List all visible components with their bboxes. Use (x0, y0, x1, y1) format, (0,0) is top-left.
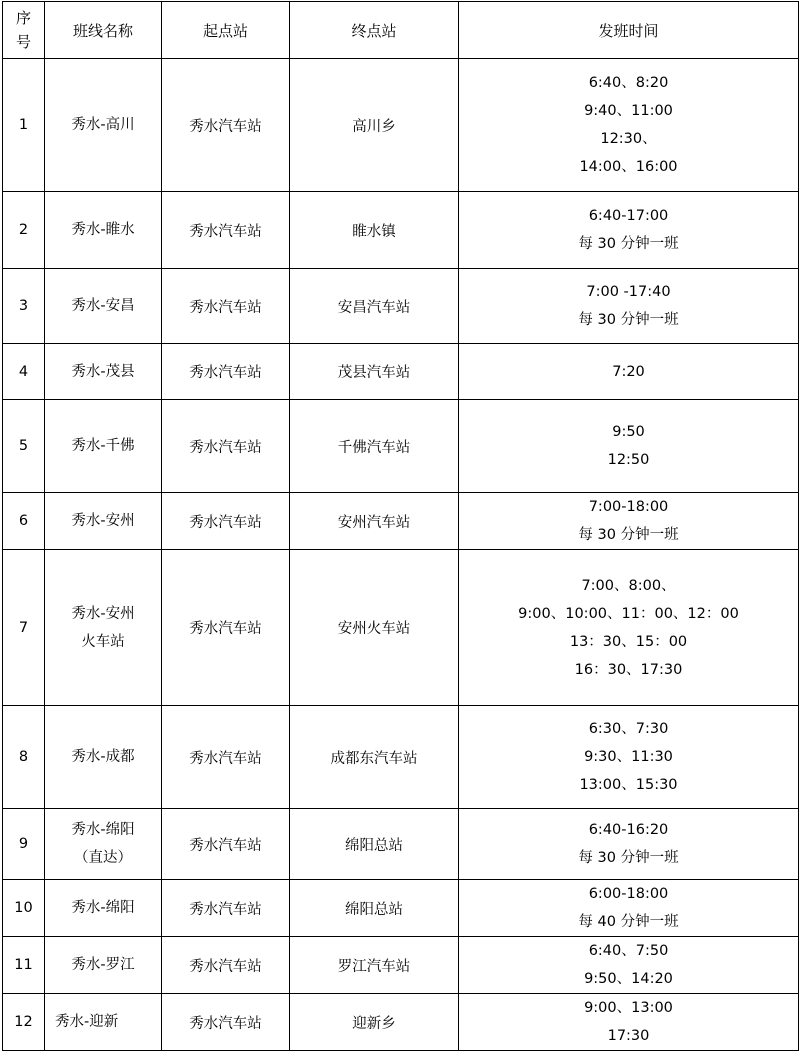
departure-times (459, 400, 799, 493)
departure-times (459, 937, 799, 994)
departure-time-line: 12:30、 (600, 131, 657, 147)
end-station: 睢水镇 (290, 192, 459, 269)
end-station: 高川乡 (290, 59, 459, 192)
start-station: 秀水汽车站 (162, 550, 290, 706)
route-name-line: 秀水-安州 (71, 605, 135, 622)
table-row (3, 493, 799, 550)
route-name-line: 秀水-绵阳 (71, 900, 135, 916)
table-row (3, 880, 799, 937)
route-name (45, 493, 162, 550)
route-name (45, 550, 162, 706)
route-name (45, 269, 162, 344)
departure-time-line: 每 40 分钟一班 (578, 914, 679, 930)
end-station: 迎新乡 (290, 994, 459, 1051)
start-station: 秀水汽车站 (162, 269, 290, 344)
start-station: 秀水汽车站 (162, 937, 290, 994)
row-number: 7 (3, 550, 45, 706)
departure-time-line: 6:40-16:20 (588, 822, 669, 838)
route-name (45, 344, 162, 400)
departure-time-line: 每 30 分钟一班 (578, 236, 679, 252)
route-name-line: 秀水-绵阳 (71, 822, 135, 838)
end-station: 安州汽车站 (290, 493, 459, 550)
header-no-line-1: 序 (15, 9, 31, 27)
header-no (3, 2, 45, 59)
header-end-station: 终点站 (290, 2, 459, 59)
route-name-line: 秀水-安州 (71, 513, 135, 529)
start-station: 秀水汽车站 (162, 493, 290, 550)
header-start-station: 起点站 (162, 2, 290, 59)
route-name-line: 秀水-安昌 (71, 298, 135, 314)
departure-times (459, 706, 799, 809)
table-row (3, 344, 799, 400)
bus-schedule-table (2, 1, 799, 1051)
departure-time-line: 9:40、11:00 (584, 103, 673, 119)
table-row (3, 269, 799, 344)
departure-time-line: 6:00-18:00 (588, 886, 669, 902)
departure-time-line: 7:00 -17:40 (586, 284, 671, 300)
route-name (45, 706, 162, 809)
row-number: 8 (3, 706, 45, 809)
end-station: 绵阳总站 (290, 809, 459, 880)
route-name-line: 秀水-茂县 (71, 363, 135, 380)
header-route: 班线名称 (45, 2, 162, 59)
route-name-line: 秀水-迎新 (55, 1014, 119, 1030)
end-station: 罗江汽车站 (290, 937, 459, 994)
start-station: 秀水汽车站 (162, 706, 290, 809)
departure-times (459, 809, 799, 880)
route-name-line: 秀水-成都 (71, 749, 135, 765)
route-name-line: 秀水-睢水 (71, 222, 135, 238)
departure-times (459, 880, 799, 937)
header-no-line-2: 号 (15, 33, 31, 51)
departure-time-line: 12:50 (607, 452, 650, 468)
route-name (45, 937, 162, 994)
departure-time-line: 7:00-18:00 (588, 499, 669, 515)
departure-time-line: 每 30 分钟一班 (578, 850, 679, 866)
route-name (45, 994, 162, 1051)
departure-time-line: 9:30、11:30 (584, 749, 673, 765)
departure-time-line: 每 30 分钟一班 (578, 312, 679, 328)
route-name-line: 秀水-罗江 (71, 957, 135, 973)
start-station: 秀水汽车站 (162, 880, 290, 937)
row-number: 3 (3, 269, 45, 344)
end-station: 茂县汽车站 (290, 344, 459, 400)
table-row (3, 192, 799, 269)
row-number: 10 (3, 880, 45, 937)
departure-time-line: 9:00、13:00 (584, 1000, 673, 1016)
end-station: 成都东汽车站 (290, 706, 459, 809)
route-name-line: 秀水-千佛 (71, 438, 135, 454)
start-station: 秀水汽车站 (162, 400, 290, 493)
row-number: 5 (3, 400, 45, 493)
departure-times (459, 344, 799, 400)
departure-times (459, 994, 799, 1051)
departure-times (459, 59, 799, 192)
route-name (45, 59, 162, 192)
route-name-line: 秀水-高川 (71, 117, 135, 133)
route-name (45, 400, 162, 493)
route-name (45, 192, 162, 269)
departure-time-line: 9:50 (612, 424, 645, 440)
departure-times (459, 550, 799, 706)
table-row (3, 59, 799, 192)
route-name-line: 火车站 (81, 633, 125, 650)
row-number: 11 (3, 937, 45, 994)
departure-times (459, 269, 799, 344)
end-station: 绵阳总站 (290, 880, 459, 937)
departure-times (459, 493, 799, 550)
table-row (3, 550, 799, 706)
table-row (3, 706, 799, 809)
table-row (3, 994, 799, 1051)
route-name (45, 809, 162, 880)
departure-time-line: 6:40、7:50 (588, 943, 669, 959)
row-number: 2 (3, 192, 45, 269)
row-number: 1 (3, 59, 45, 192)
route-name-line: （直达） (74, 850, 132, 866)
start-station: 秀水汽车站 (162, 809, 290, 880)
start-station: 秀水汽车站 (162, 344, 290, 400)
header-row (3, 2, 799, 59)
row-number: 6 (3, 493, 45, 550)
end-station: 安州火车站 (290, 550, 459, 706)
departure-time-line: 13:00、15:30 (579, 777, 678, 793)
departure-time-line: 7:20 (612, 363, 645, 380)
departure-times (459, 192, 799, 269)
departure-time-line: 17:30 (607, 1028, 650, 1044)
departure-time-line: 16：30、17:30 (574, 661, 683, 678)
header-departure-times: 发班时间 (459, 2, 799, 59)
departure-time-line: 6:40、8:20 (588, 75, 669, 91)
row-number: 12 (3, 994, 45, 1051)
departure-time-line: 9:50、14:20 (584, 971, 673, 987)
route-name (45, 880, 162, 937)
table-body (3, 59, 799, 1051)
departure-time-line: 7:00、8:00、 (581, 577, 676, 594)
departure-time-line: 6:30、7:30 (588, 721, 669, 737)
table-row (3, 400, 799, 493)
row-number: 9 (3, 809, 45, 880)
end-station: 安昌汽车站 (290, 269, 459, 344)
departure-time-line: 6:40-17:00 (588, 208, 669, 224)
departure-time-line: 13：30、15：00 (569, 633, 688, 650)
table-row (3, 937, 799, 994)
start-station: 秀水汽车站 (162, 192, 290, 269)
departure-time-line: 14:00、16:00 (579, 159, 678, 175)
start-station: 秀水汽车站 (162, 994, 290, 1051)
row-number: 4 (3, 344, 45, 400)
departure-time-line: 每 30 分钟一班 (578, 527, 679, 543)
table-row (3, 809, 799, 880)
start-station: 秀水汽车站 (162, 59, 290, 192)
end-station: 千佛汽车站 (290, 400, 459, 493)
departure-time-line: 9:00、10:00、11：00、12：00 (518, 605, 739, 622)
